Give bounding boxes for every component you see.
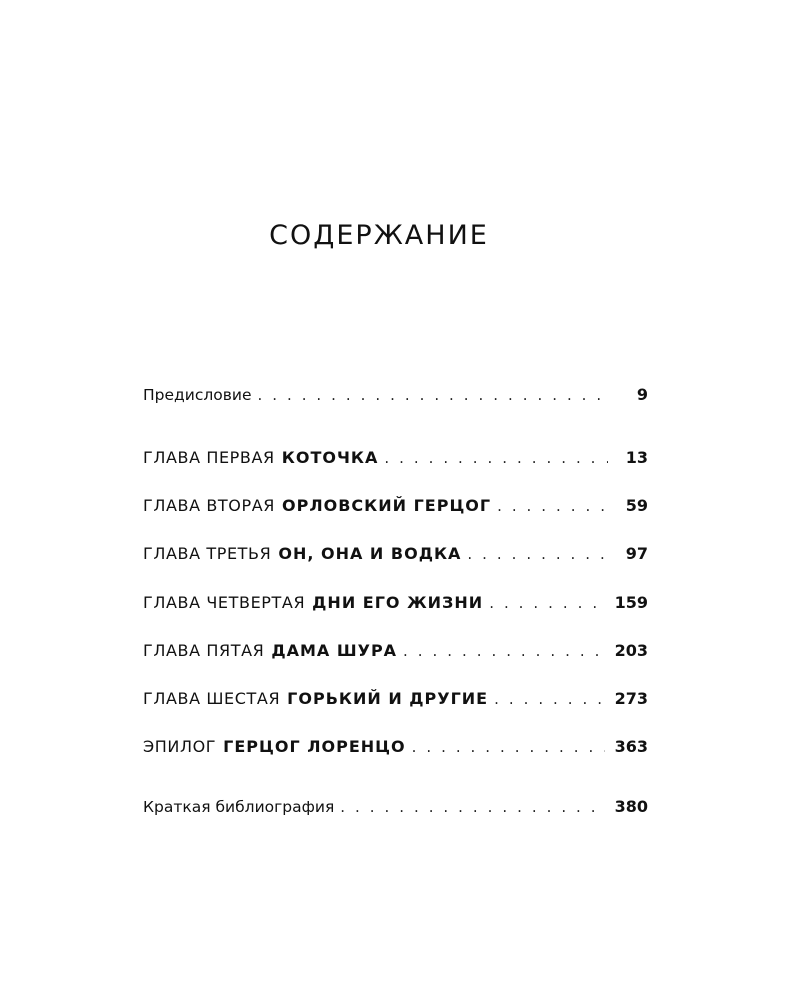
toc-entry-chapter-4[interactable] <box>143 593 648 617</box>
toc-entry-chapter-5[interactable] <box>143 641 648 665</box>
toc-entry-page: 363 <box>614 737 648 756</box>
toc-entry-page: 13 <box>625 448 648 467</box>
dot-leader <box>489 594 604 612</box>
toc-entry-chapter-3[interactable] <box>143 544 648 568</box>
dot-leader <box>494 690 604 708</box>
toc-entry-title: ОН, ОНА И ВОДКА <box>278 544 462 563</box>
toc-entry-chapter-6[interactable] <box>143 689 648 713</box>
dot-leader <box>412 738 605 756</box>
toc-entry-title: КОТОЧКА <box>281 448 379 467</box>
toc-entry-preface[interactable] <box>143 385 648 409</box>
toc-entry-page: 203 <box>614 641 648 660</box>
toc-entry-page: 9 <box>636 385 648 404</box>
dot-leader <box>384 449 608 467</box>
dot-leader <box>467 545 608 563</box>
toc-entry-bibliography[interactable] <box>143 797 648 821</box>
toc-entry-label: ЭПИЛОГ <box>143 737 217 756</box>
toc-entry-title: ДАМА ШУРА <box>271 641 398 660</box>
toc-entry-title: ОРЛОВСКИЙ ГЕРЦОГ <box>282 496 492 515</box>
toc-entry-epilogue[interactable] <box>143 737 648 761</box>
toc-entry-page: 97 <box>625 544 648 563</box>
toc-entry-title: ГЕРЦОГ ЛОРЕНЦО <box>223 737 406 756</box>
dot-leader <box>257 386 608 404</box>
toc-entry-label: ГЛАВА ШЕСТАЯ <box>143 689 281 708</box>
toc-entry-label: ГЛАВА ПЕРВАЯ <box>143 448 275 467</box>
toc-entry-label: ГЛАВА ЧЕТВЕРТАЯ <box>143 593 306 612</box>
toc-entry-page: 159 <box>614 593 648 612</box>
toc-entry-label: Предисловие <box>143 386 252 404</box>
toc-entry-title: ДНИ ЕГО ЖИЗНИ <box>312 593 484 612</box>
toc-entry-label: ГЛАВА ВТОРАЯ <box>143 496 275 515</box>
toc-entry-label: ГЛАВА ПЯТАЯ <box>143 641 265 660</box>
dot-leader <box>497 497 608 515</box>
toc-entry-page: 380 <box>614 797 648 816</box>
dot-leader <box>340 798 604 816</box>
dot-leader <box>403 642 605 660</box>
toc-entry-page: 59 <box>625 496 648 515</box>
toc-entry-page: 273 <box>614 689 648 708</box>
toc-entry-title: ГОРЬКИЙ И ДРУГИЕ <box>287 689 489 708</box>
toc-entry-chapter-1[interactable] <box>143 448 648 472</box>
toc-entry-label: Краткая библиография <box>143 798 335 816</box>
toc-entry-label: ГЛАВА ТРЕТЬЯ <box>143 544 272 563</box>
page-title: СОДЕРЖАНИЕ <box>269 220 489 251</box>
toc-entry-chapter-2[interactable] <box>143 496 648 520</box>
